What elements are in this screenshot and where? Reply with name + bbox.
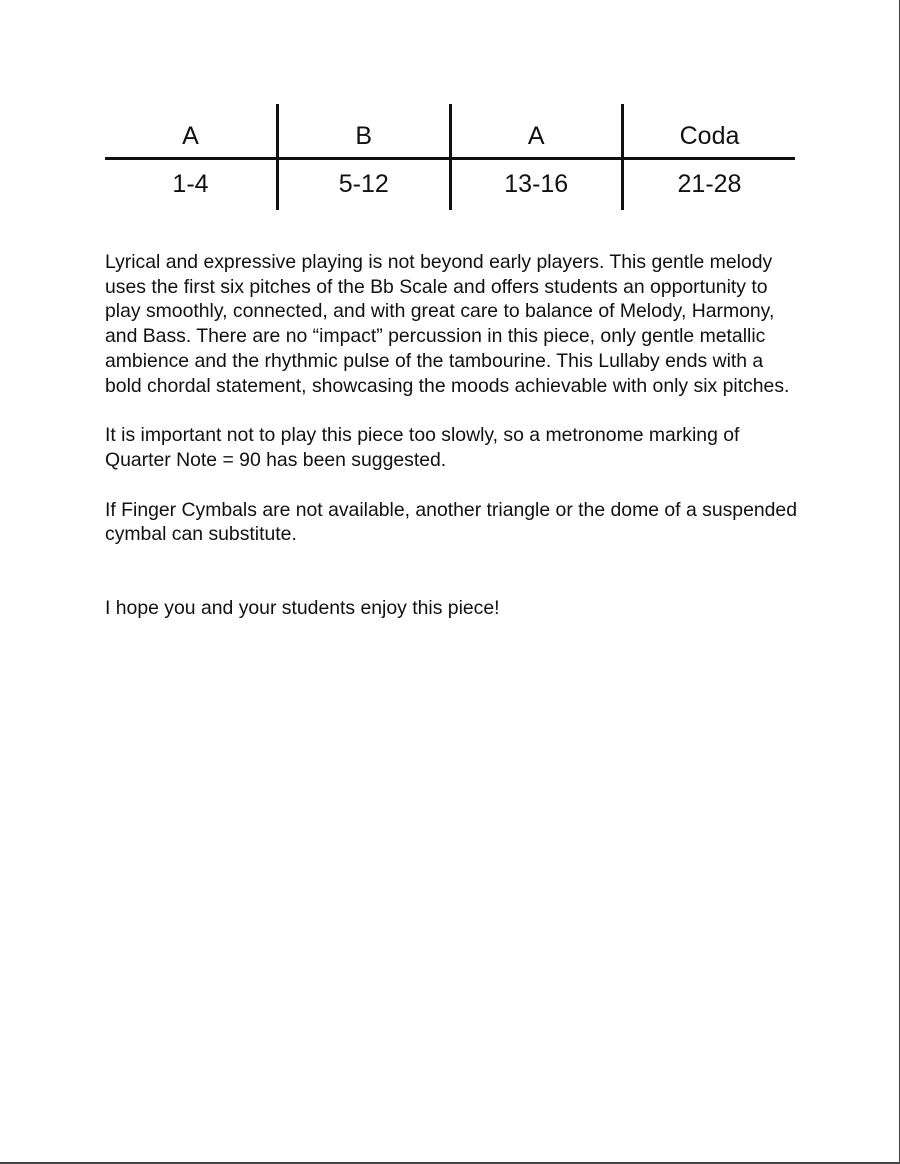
notes-paragraph-description: Lyrical and expressive playing is not beyond early players. This gentle melody uses the first six pitches of the Bb Scale and offers students an opportunity to play smoothly, connected, and with great care to balance of Melody, Harmony, and Bass. There are no “impact” percussion in this piece, only gentle metallic ambience and the rhythmic pulse of the tambourine. This Lullaby ends with a bold chordal statement, showcasing the moods achievable with only six pitches.: [105, 251, 790, 397]
program-notes: [105, 250, 805, 621]
section-label: B: [278, 104, 451, 159]
section-row: [105, 104, 795, 159]
form-structure-table: [105, 104, 795, 210]
notes-paragraph-substitution: If Finger Cymbals are not available, another triangle or the dome of a suspended cymbal can substitute.: [105, 498, 798, 546]
measure-range: 21-28: [677, 169, 742, 198]
measures-row: [105, 159, 795, 211]
section-label: A: [450, 104, 623, 159]
measure-range: 5-12: [278, 159, 451, 211]
measure-range: 13-16: [450, 159, 623, 211]
notes-paragraph-closing: I hope you and your students enjoy this piece!: [105, 597, 500, 620]
section-label: A: [105, 104, 278, 159]
notes-paragraph-tempo: It is important not to play this piece too slowly, so a metronome marking of Quarter Note = 90 has been suggested.: [105, 424, 740, 471]
measure-range: 1-4: [105, 159, 278, 211]
section-label: Coda: [623, 104, 796, 159]
